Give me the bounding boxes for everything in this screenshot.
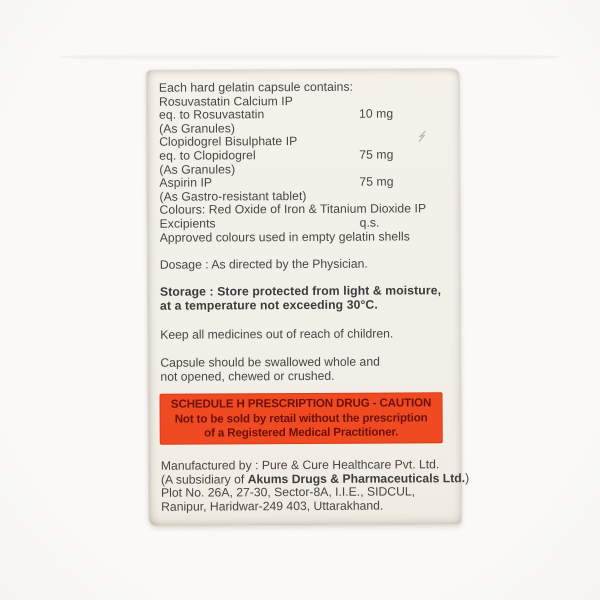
ingredient-text: Approved colours used in empty gelatin shells [159,228,410,245]
warning-line2: Not to be sold by retail without the prescription [174,410,428,426]
composition-section [159,80,452,245]
ingredient-text: (As Gastro-resistant tablet) [159,188,307,204]
manufacturer-parent-company: Akums Drugs & Pharmaceuticals Ltd. [247,470,466,486]
dosage-section [160,257,452,272]
ingredient-text: eq. to Clopidogrel [159,148,256,163]
ingredient-text: (As Granules) [159,121,235,136]
capsule-instruction-line1: Capsule should be swallowed whole and [160,354,380,370]
ingredient-text: Clopidogrel Bisulphate IP [159,134,298,150]
children-warning-text: Keep all medicines out of reach of children. [160,326,394,342]
ingredient-text: (As Granules) [159,161,236,177]
warning-line1: SCHEDULE H PRESCRIPTION DRUG - CAUTION [170,396,432,411]
schedule-h-warning-box [160,392,443,444]
warning-line3: of a Registered Medical Practitioner. [204,425,399,440]
manufacturer-line2-prefix: (A subsidiary of [160,471,248,487]
ingredient-text: Aspirin IP [159,175,213,190]
dosage-text: Dosage : As directed by the Physician. [159,256,368,272]
ingredient-value: 75 mg [359,174,394,189]
ingredient-value: q.s. [359,215,380,230]
children-warning-section [160,327,452,342]
manufacturer-section [160,457,470,514]
storage-section [160,284,452,313]
manufacturer-line4: Ranipur, Haridwar-249 403, Uttarakhand. [161,498,384,514]
capsule-instruction-section [160,355,452,384]
ingredient-text: Rosuvastatin Calcium IP [158,93,293,109]
manufacturer-line1: Manufactured by : Pure & Cure Healthcare Pvt. Ltd. [160,457,440,473]
manufacturer-line2-suffix: ) [465,470,470,485]
stray-ink-mark-icon [415,129,429,143]
storage-text-line1: Storage : Store protected from light & moisture, [159,283,442,299]
ingredient-text: Colours: Red Oxide of Iron & Titanium Dioxide IP [159,201,427,218]
manufacturer-line3: Plot No. 26A, 27-30, Sector-8A, I.I.E., SIDCUL, [160,484,416,500]
ingredient-text: eq. to Rosuvastatin [159,107,265,122]
medicine-carton-back-panel [146,68,470,527]
storage-text-line2: at a temperature not exceeding 30°C. [160,297,378,313]
ingredient-text: Excipients [159,216,216,231]
composition-line [160,230,452,245]
ingredient-value: 10 mg [359,106,394,121]
composition-heading-text: Each hard gelatin capsule contains: [158,79,354,95]
ingredient-value: 75 mg [359,147,394,162]
capsule-instruction-line2: not opened, chewed or crushed. [160,368,335,384]
